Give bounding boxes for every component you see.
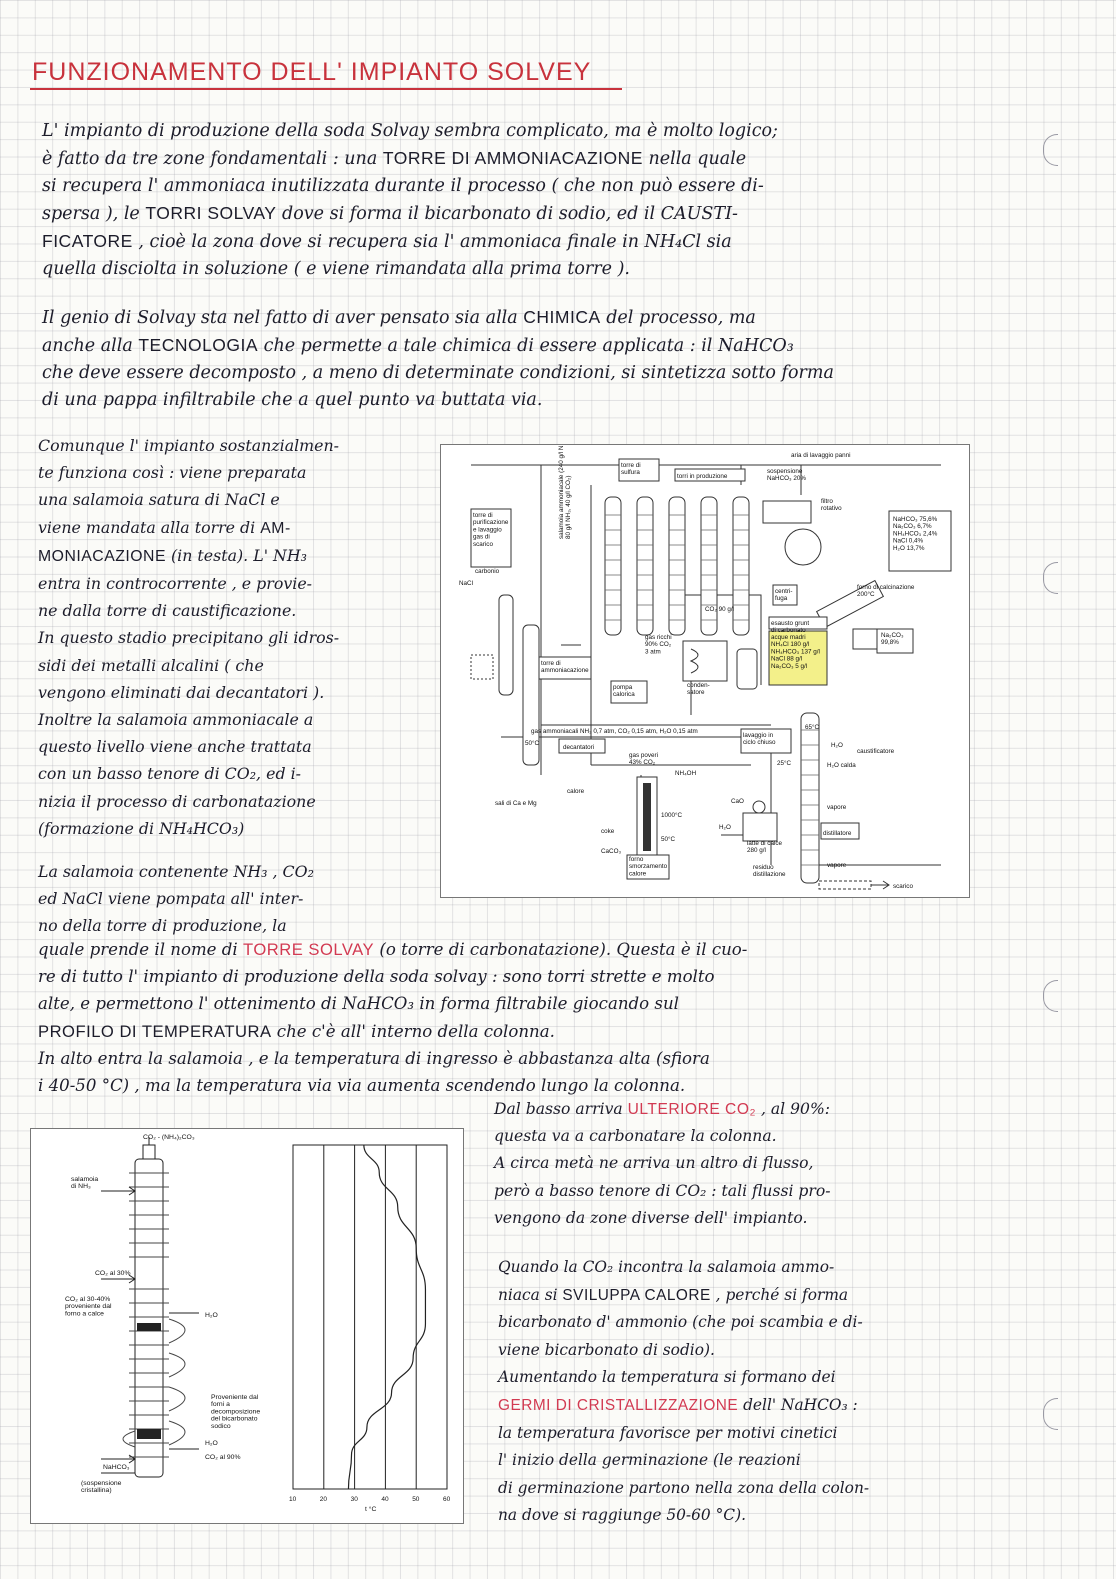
text-line: L' impianto di produzione della soda Solvay sembra complicato, ma è molto logico; <box>42 121 778 141</box>
text-line: con un basso tenore di CO₂, ed i- <box>38 764 301 784</box>
text-line: che deve essere decomposto , a meno di determinate condizioni, si sintetizza sotto forma <box>42 363 834 383</box>
x-tick-label: 50 <box>412 1496 420 1503</box>
x-tick-label: 10 <box>289 1496 297 1503</box>
text-line: te funziona così : viene preparata <box>38 463 307 483</box>
label-aria-lavaggio: aria di lavaggio panni <box>791 452 851 459</box>
text-line: questo livello viene anche trattata <box>38 737 312 757</box>
column-diagram-svg <box>31 1129 463 1523</box>
text-line: è fatto da tre zone fondamentali : una TORRE DI AMMONIACAZIONE nella quale <box>42 148 747 169</box>
highlight-term: ULTERIORE CO₂ <box>627 1101 757 1118</box>
text-line: viene bicarbonato di sodio). <box>498 1340 715 1359</box>
label-t50: 50°C <box>525 740 540 747</box>
text-line: viene mandata alla torre di AM- <box>38 517 291 537</box>
text-line: re di tutto l' impianto di produzione della soda solvay : sono torri strette e molto <box>38 967 715 987</box>
label-cao: CaO <box>731 798 744 805</box>
highlight-term: MONIACAZIONE <box>38 547 166 565</box>
x-tick-label: 40 <box>381 1496 389 1503</box>
title-underline <box>30 88 622 90</box>
text-line: In alto entra la salamoia , e la temperatura di ingresso è abbastanza alta (sfiora <box>38 1048 710 1068</box>
label-vapore-2: vapore <box>827 862 847 869</box>
page-title: FUNZIONAMENTO DELL' IMPIANTO SOLVEY <box>32 58 592 86</box>
text-line: spersa ), le TORRI SOLVAY dove si forma il bicarbonato di sodio, ed il CAUSTI- <box>42 203 738 224</box>
label-distillatore: distillatore <box>823 830 852 837</box>
label-h2o-bottom: H₂O <box>205 1440 218 1447</box>
label-carbonio: carbonio <box>475 568 500 575</box>
text-line: si recupera l' ammoniaca inutilizzata durante il processo ( che non può essere di- <box>42 176 764 196</box>
text-line: (formazione di NH₄HCO₃) <box>38 818 245 838</box>
label-t50b: 50°C <box>661 836 676 843</box>
text-line: PROFILO DI TEMPERATURA che c'è all' interno della colonna. <box>38 1021 555 1041</box>
text-line: di una pappa infiltrabile che a quel punto va buttata via. <box>42 390 543 410</box>
punch-hole <box>1043 134 1058 166</box>
label-caustificatore: caustificatore <box>857 748 895 755</box>
paragraph-torre-solvay <box>38 936 974 1099</box>
text-line: vengono eliminati dai decantatori ). <box>38 682 325 702</box>
label-t25: 25°C <box>777 760 792 767</box>
x-tick-label: 20 <box>319 1496 328 1503</box>
text-line: Inoltre la salamoia ammoniacale a <box>38 710 314 730</box>
label-salamoia-ammoniacale: salamoia ammoniacale (240 g/l NH₃,80 g/l NH₃, 40 g/l CO₂) <box>558 445 573 539</box>
label-composizione: NaHCO₃ 75,6% Na₂CO₃ 6,7% NH₄HCO₃ 2,4% NaCl 0,4% H₂O 13,7% <box>893 516 938 552</box>
highlight-term: TECNOLOGIA <box>138 335 259 355</box>
label-gas-ricchi: gas ricchi 90% CO₂ 3 atm <box>645 634 672 656</box>
label-co2-90-col: CO₂ al 90% <box>205 1454 241 1461</box>
label-sospensione-cristallina: (sospensione cristallina) <box>81 1480 122 1495</box>
label-co2-forno: CO₂ al 30-40% proveniente dal forno a calce <box>65 1296 112 1318</box>
text-line: A circa metà ne arriva un altro di flusso, <box>494 1154 814 1173</box>
text-line: la temperatura favorisce per motivi cinetici <box>498 1423 838 1442</box>
label-column-top: CO₂ - (NH₄)₂CO₃ <box>143 1134 195 1141</box>
paragraph-salamoia <box>38 858 430 940</box>
x-tick-label: 30 <box>350 1496 358 1503</box>
highlight-term: TORRE DI AMMONIACAZIONE <box>382 148 643 168</box>
label-sali: sali di Ca e Mg <box>495 800 537 807</box>
label-salamoia-nh3: salamoia di NH₃ <box>71 1176 99 1191</box>
text-line: FICATORE , cioè la zona dove si recupera sia l' ammoniaca finale in NH₄Cl sia <box>42 231 732 252</box>
label-h2o-top: H₂O <box>205 1312 218 1319</box>
text-line: sidi dei metalli alcalini ( che <box>38 655 264 675</box>
text-line: l' inizio della germinazione (le reazioni <box>498 1451 801 1470</box>
label-lavaggio: lavaggio in ciclo chiuso <box>743 732 776 747</box>
text-line: di germinazione partono nella zona della colon- <box>498 1478 870 1497</box>
text-line: MONIACAZIONE (in testa). L' NH₃ <box>38 545 307 565</box>
text-line: no della torre di produzione, la <box>38 916 287 936</box>
paragraph-intro <box>42 118 972 283</box>
label-pompa-calore: pompa calorica <box>613 684 635 699</box>
label-torre-sulfura: torre di sulfura <box>621 462 641 477</box>
highlight-term: PROFILO DI TEMPERATURA <box>38 1021 272 1041</box>
text-line: quella disciolta in soluzione ( e viene rimandata alla prima torre ). <box>42 259 630 279</box>
text-line: ne dalla torre di caustificazione. <box>38 601 297 621</box>
text-line: na dove si raggiunge 50-60 °C). <box>498 1506 746 1525</box>
highlight-term: CHIMICA <box>523 307 601 327</box>
text-line: Quando la CO₂ incontra la salamoia ammo- <box>498 1258 835 1276</box>
label-proveniente: Proveniente dal forni a decomposizione del bicarbonato sodico <box>211 1394 261 1430</box>
paragraph-co2 <box>494 1096 976 1232</box>
label-coke: coke <box>601 828 615 835</box>
label-na2co3: Na₂CO₃ 99,8% <box>881 632 904 647</box>
text-line: nizia il processo di carbonatazione <box>38 791 316 811</box>
label-h2o-c: H₂O <box>719 824 731 831</box>
punch-hole <box>1043 980 1058 1012</box>
text-line: Aumentando la temperatura si formano dei <box>498 1368 836 1387</box>
paragraph-germinazione <box>498 1254 974 1530</box>
highlight-term: AM- <box>260 519 291 537</box>
label-condensatore: conden-satore <box>687 682 710 697</box>
label-nh4oh: NH₄OH <box>675 770 697 777</box>
text-line: Il genio di Solvay sta nel fatto di aver pensato sia alla CHIMICA del processo, ma <box>42 307 756 328</box>
highlight-term: FICATORE <box>42 231 133 251</box>
text-line: i 40-50 °C) , ma la temperatura via via aumenta scendendo lungo la colonna. <box>38 1076 686 1096</box>
label-co2-30: CO₂ al 30% <box>95 1270 131 1277</box>
solvay-column-diagram <box>30 1128 464 1524</box>
text-line: Dal basso arriva ULTERIORE CO₂ , al 90%: <box>494 1100 831 1118</box>
label-residuo: residuo distillazione <box>753 864 786 879</box>
label-scarico: scarico <box>893 883 913 890</box>
label-vapore: vapore <box>827 804 847 811</box>
text-line: questa va a carbonatare la colonna. <box>494 1127 777 1146</box>
plant-diagram-svg <box>441 445 969 897</box>
label-torre-purificazione: torre di purificazione e lavaggio gas di scarico <box>473 512 509 548</box>
text-line: niaca si SVILUPPA CALORE , perché si forma <box>498 1285 849 1304</box>
highlight-term: GERMI DI CRISTALLIZZAZIONE <box>498 1396 739 1414</box>
text-line: anche alla TECNOLOGIA che permette a tale chimica di essere applicata : il NaHCO₃ <box>42 335 794 356</box>
text-line: GERMI DI CRISTALLIZZAZIONE dell' NaHCO₃ : <box>498 1395 858 1414</box>
text-line: entra in controcorrente , e provie- <box>38 574 313 594</box>
x-tick-label: 60 <box>443 1496 451 1503</box>
text-line: La salamoia contenente NH₃ , CO₂ <box>38 862 314 881</box>
punch-hole <box>1043 562 1058 594</box>
label-centrifuga: centri-fuga <box>775 588 793 603</box>
text-line: Comunque l' impianto sostanzialmen- <box>38 436 340 455</box>
text-line: una salamoia satura di NaCl e <box>38 490 280 510</box>
punch-hole <box>1043 1398 1058 1430</box>
label-t1000: 1000°C <box>661 812 683 819</box>
text-line: bicarbonato d' ammonio (che poi scambia e di- <box>498 1313 863 1332</box>
label-calore: calore <box>567 788 585 795</box>
label-h2o-b: H₂O calda <box>827 762 856 769</box>
label-torre-ammoniacazione: torre di ammoniacazione <box>541 660 589 675</box>
label-gas-ammoniacali: gas ammoniacali NH₃ 0,7 atm, CO₂ 0,15 atm, H₂O 0,15 atm <box>531 728 698 735</box>
label-x-unit: t °C <box>365 1506 377 1513</box>
highlight-term: TORRI SOLVAY <box>145 203 277 223</box>
label-latte-calce: latte di calce 280 g/l <box>747 840 783 855</box>
label-nacl: NaCl <box>459 580 473 587</box>
text-line: vengono da zone diverse dell' impianto. <box>494 1208 808 1227</box>
label-forno-calce: forno smorzamento calore <box>629 856 668 878</box>
paragraph-process <box>38 432 430 842</box>
solvay-plant-diagram <box>440 444 970 898</box>
label-acque-madri: acque madri NH₄Cl 180 g/l NH₄HCO₃ 137 g/l NaCl 88 g/l Na₂CO₃ 5 g/l <box>771 634 820 670</box>
text-line: alte, e permettono l' ottenimento di NaHCO₃ in forma filtrabile giocando sul <box>38 994 679 1014</box>
label-forno-calcinazione: forno di calcinazione 200°C <box>857 584 915 599</box>
paragraph-genius <box>42 304 972 414</box>
label-sospensione: sospensione NaHCO₃ 20% <box>767 468 806 483</box>
label-gas-poveri: gas poveri 43% CO₂ <box>629 752 659 767</box>
label-torri-produzione: torri in produzione <box>677 473 728 480</box>
text-line: però a basso tenore di CO₂ : tali flussi pro- <box>494 1181 831 1200</box>
label-caco3: CaCO₃ <box>601 848 622 855</box>
label-nahco3: NaHCO₃ <box>103 1464 130 1471</box>
label-co2-90: CO₂ 90 g/l <box>705 606 735 613</box>
label-esausto: esausto grunt di carbonato <box>771 620 810 635</box>
text-line: quale prende il nome di TORRE SOLVAY (o torre di carbonatazione). Questa è il cuo- <box>38 940 748 959</box>
highlight-term: SVILUPPA CALORE <box>562 1286 711 1304</box>
label-decantatori: decantatori <box>563 744 595 751</box>
text-line: In questo stadio precipitano gli idros- <box>38 628 340 648</box>
text-line: ed NaCl viene pompata all' inter- <box>38 889 304 909</box>
highlight-term: TORRE SOLVAY <box>242 940 375 959</box>
temperature-profile-curve <box>348 1145 425 1489</box>
label-t65: 65°C <box>805 724 820 731</box>
label-h2o-a: H₂O <box>831 742 843 749</box>
label-filtro: filtro rotativo <box>821 498 842 513</box>
